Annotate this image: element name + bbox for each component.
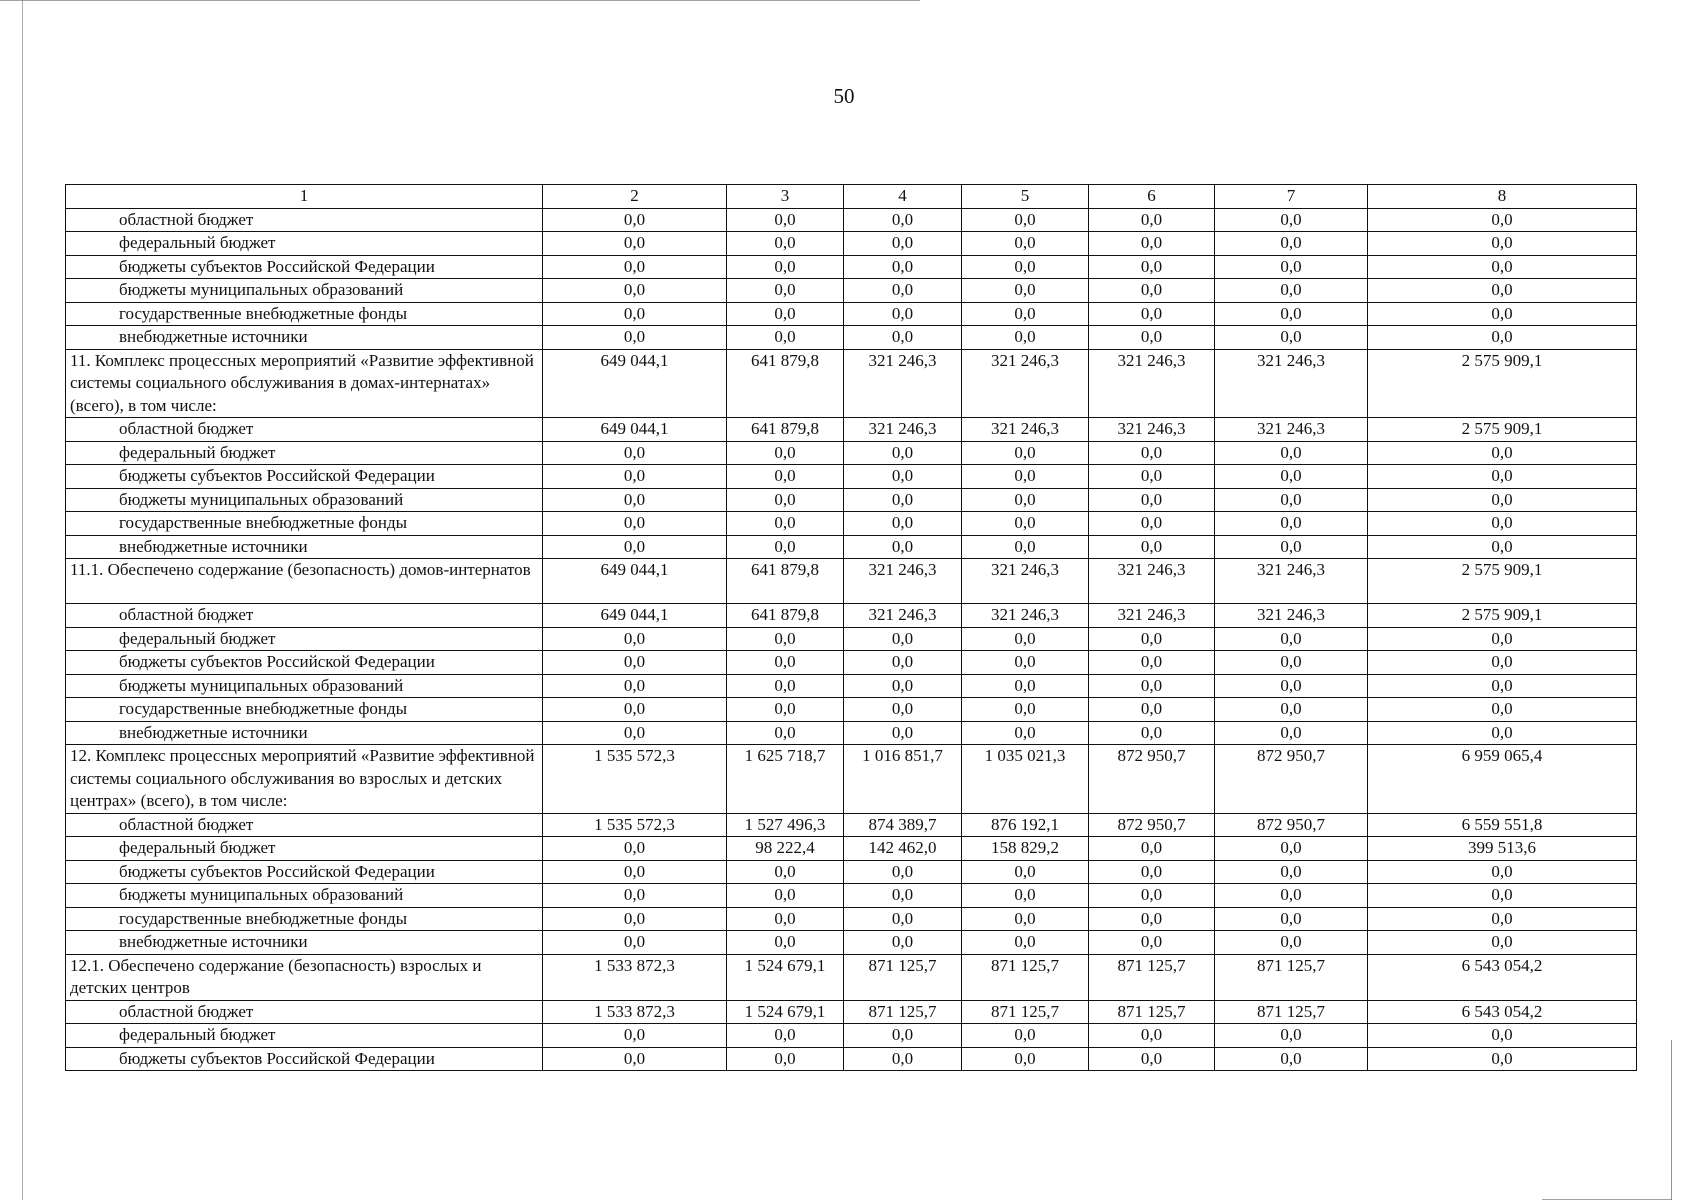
table-row: [66, 907, 1637, 931]
value-cell: 0,0: [962, 441, 1089, 465]
value-cell: 871 125,7: [962, 1000, 1089, 1024]
value-cell: 0,0: [1215, 698, 1368, 722]
value-cell: 0,0: [1368, 302, 1637, 326]
value-cell: 0,0: [543, 674, 727, 698]
row-name-cell: внебюджетные источники: [66, 721, 543, 745]
value-cell: 0,0: [962, 651, 1089, 675]
value-cell: 0,0: [1089, 488, 1215, 512]
table-row: [66, 604, 1637, 628]
value-cell: 0,0: [844, 884, 962, 908]
value-cell: 0,0: [844, 279, 962, 303]
value-cell: 0,0: [1215, 931, 1368, 955]
value-cell: 0,0: [543, 1024, 727, 1048]
value-cell: 871 125,7: [1215, 1000, 1368, 1024]
value-cell: 0,0: [543, 651, 727, 675]
value-cell: 0,0: [844, 232, 962, 256]
value-cell: 871 125,7: [1089, 954, 1215, 1000]
value-cell: 0,0: [1215, 326, 1368, 350]
value-cell: 0,0: [727, 1024, 844, 1048]
value-cell: 321 246,3: [844, 559, 962, 604]
value-cell: 0,0: [1089, 907, 1215, 931]
row-name-cell: государственные внебюджетные фонды: [66, 512, 543, 536]
value-cell: 321 246,3: [962, 559, 1089, 604]
table-row: [66, 627, 1637, 651]
value-cell: 1 016 851,7: [844, 745, 962, 814]
value-cell: 0,0: [1215, 651, 1368, 675]
table-row: [66, 465, 1637, 489]
value-cell: 641 879,8: [727, 559, 844, 604]
value-cell: 321 246,3: [962, 349, 1089, 418]
value-cell: 872 950,7: [1089, 813, 1215, 837]
value-cell: 0,0: [727, 232, 844, 256]
value-cell: 0,0: [543, 931, 727, 955]
value-cell: 871 125,7: [962, 954, 1089, 1000]
value-cell: 1 535 572,3: [543, 813, 727, 837]
value-cell: 871 125,7: [1215, 954, 1368, 1000]
value-cell: 142 462,0: [844, 837, 962, 861]
value-cell: 0,0: [1368, 884, 1637, 908]
value-cell: 321 246,3: [844, 349, 962, 418]
value-cell: 0,0: [844, 208, 962, 232]
value-cell: 0,0: [1089, 535, 1215, 559]
value-cell: 321 246,3: [1215, 604, 1368, 628]
row-name-cell: внебюджетные источники: [66, 326, 543, 350]
value-cell: 0,0: [1368, 465, 1637, 489]
value-cell: 2 575 909,1: [1368, 349, 1637, 418]
value-cell: 0,0: [1089, 627, 1215, 651]
row-name-cell: областной бюджет: [66, 208, 543, 232]
row-name-cell: бюджеты субъектов Российской Федерации: [66, 651, 543, 675]
value-cell: 1 533 872,3: [543, 1000, 727, 1024]
table-row: [66, 884, 1637, 908]
value-cell: 0,0: [962, 721, 1089, 745]
value-cell: 1 527 496,3: [727, 813, 844, 837]
value-cell: 0,0: [1368, 674, 1637, 698]
value-cell: 0,0: [727, 302, 844, 326]
value-cell: 0,0: [1368, 208, 1637, 232]
value-cell: 0,0: [1368, 698, 1637, 722]
value-cell: 321 246,3: [1089, 349, 1215, 418]
value-cell: 0,0: [1089, 302, 1215, 326]
value-cell: 0,0: [727, 907, 844, 931]
table-row-section: [66, 954, 1637, 1000]
value-cell: 2 575 909,1: [1368, 604, 1637, 628]
value-cell: 2 575 909,1: [1368, 559, 1637, 604]
value-cell: 872 950,7: [1089, 745, 1215, 814]
value-cell: 0,0: [1215, 674, 1368, 698]
value-cell: 0,0: [844, 627, 962, 651]
value-cell: 0,0: [1089, 255, 1215, 279]
value-cell: 0,0: [543, 302, 727, 326]
value-cell: 0,0: [543, 208, 727, 232]
value-cell: 871 125,7: [844, 954, 962, 1000]
table-row: [66, 860, 1637, 884]
row-name-cell: внебюджетные источники: [66, 535, 543, 559]
value-cell: 0,0: [1368, 721, 1637, 745]
table-row-section: [66, 349, 1637, 418]
row-name-cell: бюджеты муниципальных образований: [66, 488, 543, 512]
value-cell: 0,0: [1215, 1024, 1368, 1048]
row-name-cell: областной бюджет: [66, 604, 543, 628]
header-cell: 2: [543, 185, 727, 209]
value-cell: 98 222,4: [727, 837, 844, 861]
scan-edge-right: [1671, 1040, 1672, 1200]
value-cell: 871 125,7: [1089, 1000, 1215, 1024]
value-cell: 641 879,8: [727, 418, 844, 442]
scan-edge-left: [22, 0, 23, 1200]
table-row: [66, 488, 1637, 512]
row-name-cell: областной бюджет: [66, 1000, 543, 1024]
value-cell: 321 246,3: [962, 418, 1089, 442]
value-cell: 0,0: [543, 465, 727, 489]
value-cell: 0,0: [1368, 627, 1637, 651]
value-cell: 321 246,3: [1089, 604, 1215, 628]
value-cell: 0,0: [844, 465, 962, 489]
value-cell: 0,0: [543, 535, 727, 559]
value-cell: 0,0: [962, 674, 1089, 698]
value-cell: 0,0: [1089, 208, 1215, 232]
value-cell: 1 625 718,7: [727, 745, 844, 814]
table-row: [66, 208, 1637, 232]
value-cell: 321 246,3: [844, 418, 962, 442]
row-name-cell: 12.1. Обеспечено содержание (безопасность) взрослых и детских центров: [66, 954, 543, 1000]
value-cell: 0,0: [543, 907, 727, 931]
value-cell: 0,0: [1089, 441, 1215, 465]
value-cell: 0,0: [1368, 1047, 1637, 1071]
value-cell: 0,0: [1089, 837, 1215, 861]
value-cell: 876 192,1: [962, 813, 1089, 837]
table-row: [66, 1024, 1637, 1048]
value-cell: 0,0: [844, 860, 962, 884]
value-cell: 0,0: [1368, 931, 1637, 955]
header-cell: 1: [66, 185, 543, 209]
value-cell: 0,0: [1368, 1024, 1637, 1048]
value-cell: 0,0: [727, 627, 844, 651]
value-cell: 0,0: [844, 535, 962, 559]
value-cell: 0,0: [844, 1047, 962, 1071]
value-cell: 641 879,8: [727, 604, 844, 628]
value-cell: 0,0: [543, 860, 727, 884]
value-cell: 6 959 065,4: [1368, 745, 1637, 814]
row-name-cell: бюджеты субъектов Российской Федерации: [66, 255, 543, 279]
value-cell: 0,0: [543, 837, 727, 861]
value-cell: 0,0: [1215, 208, 1368, 232]
value-cell: 0,0: [727, 931, 844, 955]
row-name-cell: бюджеты субъектов Российской Федерации: [66, 1047, 543, 1071]
value-cell: 0,0: [844, 721, 962, 745]
table-row: [66, 674, 1637, 698]
table-row-section: [66, 559, 1637, 604]
value-cell: 872 950,7: [1215, 813, 1368, 837]
value-cell: 1 524 679,1: [727, 1000, 844, 1024]
table-row: [66, 721, 1637, 745]
value-cell: 0,0: [543, 698, 727, 722]
value-cell: 0,0: [1089, 326, 1215, 350]
value-cell: 0,0: [1089, 698, 1215, 722]
value-cell: 0,0: [962, 302, 1089, 326]
table-row: [66, 651, 1637, 675]
value-cell: 0,0: [844, 698, 962, 722]
value-cell: 0,0: [962, 512, 1089, 536]
value-cell: 0,0: [844, 326, 962, 350]
value-cell: 0,0: [543, 884, 727, 908]
value-cell: 0,0: [543, 255, 727, 279]
row-name-cell: федеральный бюджет: [66, 441, 543, 465]
value-cell: 641 879,8: [727, 349, 844, 418]
value-cell: 0,0: [1215, 627, 1368, 651]
value-cell: 2 575 909,1: [1368, 418, 1637, 442]
header-cell: 7: [1215, 185, 1368, 209]
value-cell: 0,0: [844, 441, 962, 465]
value-cell: 0,0: [543, 279, 727, 303]
value-cell: 0,0: [1215, 441, 1368, 465]
value-cell: 6 543 054,2: [1368, 954, 1637, 1000]
value-cell: 0,0: [962, 535, 1089, 559]
table-row: [66, 232, 1637, 256]
scan-edge-top: [0, 0, 920, 4]
value-cell: 0,0: [1089, 884, 1215, 908]
value-cell: 0,0: [1368, 326, 1637, 350]
value-cell: 0,0: [543, 1047, 727, 1071]
value-cell: 0,0: [962, 884, 1089, 908]
value-cell: 321 246,3: [962, 604, 1089, 628]
value-cell: 0,0: [543, 232, 727, 256]
value-cell: 0,0: [1089, 721, 1215, 745]
value-cell: 0,0: [1368, 441, 1637, 465]
value-cell: 0,0: [844, 674, 962, 698]
value-cell: 0,0: [543, 512, 727, 536]
table-row: [66, 326, 1637, 350]
value-cell: 0,0: [1089, 1047, 1215, 1071]
row-name-cell: государственные внебюджетные фонды: [66, 302, 543, 326]
value-cell: 0,0: [1215, 232, 1368, 256]
value-cell: 321 246,3: [1215, 559, 1368, 604]
value-cell: 0,0: [962, 1024, 1089, 1048]
value-cell: 0,0: [962, 698, 1089, 722]
row-name-cell: бюджеты муниципальных образований: [66, 279, 543, 303]
value-cell: 0,0: [1368, 279, 1637, 303]
value-cell: 0,0: [1215, 255, 1368, 279]
table-row: [66, 255, 1637, 279]
value-cell: 0,0: [727, 674, 844, 698]
value-cell: 0,0: [727, 465, 844, 489]
header-cell: 5: [962, 185, 1089, 209]
table-row: [66, 1047, 1637, 1071]
budget-table: [65, 184, 1637, 1071]
value-cell: 6 543 054,2: [1368, 1000, 1637, 1024]
value-cell: 871 125,7: [844, 1000, 962, 1024]
table-row: [66, 931, 1637, 955]
value-cell: 0,0: [962, 255, 1089, 279]
value-cell: 0,0: [727, 512, 844, 536]
value-cell: 0,0: [1215, 512, 1368, 536]
value-cell: 0,0: [1215, 535, 1368, 559]
row-name-cell: государственные внебюджетные фонды: [66, 907, 543, 931]
row-name-cell: областной бюджет: [66, 813, 543, 837]
row-name-cell: 11. Комплекс процессных мероприятий «Развитие эффективной системы социального обслуживания в домах-интернатах» (всего), в том числе:: [66, 349, 543, 418]
value-cell: 0,0: [962, 465, 1089, 489]
value-cell: 0,0: [543, 721, 727, 745]
value-cell: 649 044,1: [543, 418, 727, 442]
value-cell: 0,0: [727, 255, 844, 279]
value-cell: 0,0: [1368, 255, 1637, 279]
value-cell: 0,0: [1368, 232, 1637, 256]
header-row: [66, 185, 1637, 209]
value-cell: 0,0: [1215, 837, 1368, 861]
value-cell: 0,0: [1368, 512, 1637, 536]
value-cell: 6 559 551,8: [1368, 813, 1637, 837]
value-cell: 0,0: [1215, 907, 1368, 931]
value-cell: 0,0: [844, 512, 962, 536]
row-name-cell: 11.1. Обеспечено содержание (безопасность) домов-интернатов: [66, 559, 543, 604]
header-cell: 6: [1089, 185, 1215, 209]
value-cell: 0,0: [1215, 721, 1368, 745]
value-cell: 0,0: [1215, 465, 1368, 489]
value-cell: 321 246,3: [1215, 349, 1368, 418]
row-name-cell: федеральный бюджет: [66, 1024, 543, 1048]
value-cell: 0,0: [962, 1047, 1089, 1071]
page-number: 50: [833, 84, 855, 108]
value-cell: 0,0: [844, 931, 962, 955]
value-cell: 0,0: [727, 441, 844, 465]
value-cell: 0,0: [727, 884, 844, 908]
value-cell: 0,0: [844, 651, 962, 675]
value-cell: 321 246,3: [1089, 418, 1215, 442]
value-cell: 321 246,3: [844, 604, 962, 628]
table-row: [66, 279, 1637, 303]
value-cell: 0,0: [1089, 279, 1215, 303]
row-name-cell: государственные внебюджетные фонды: [66, 698, 543, 722]
value-cell: 1 535 572,3: [543, 745, 727, 814]
value-cell: 0,0: [1215, 884, 1368, 908]
value-cell: 0,0: [543, 326, 727, 350]
value-cell: 1 035 021,3: [962, 745, 1089, 814]
value-cell: 0,0: [962, 232, 1089, 256]
value-cell: 0,0: [543, 488, 727, 512]
row-name-cell: 12. Комплекс процессных мероприятий «Развитие эффективной системы социального обслуживания во взрослых и детских центрах» (всего), в том числе:: [66, 745, 543, 814]
value-cell: 0,0: [962, 860, 1089, 884]
value-cell: 0,0: [1089, 232, 1215, 256]
value-cell: 0,0: [1368, 488, 1637, 512]
value-cell: 0,0: [962, 907, 1089, 931]
value-cell: 399 513,6: [1368, 837, 1637, 861]
value-cell: 0,0: [1368, 907, 1637, 931]
value-cell: 0,0: [844, 907, 962, 931]
table-row: [66, 698, 1637, 722]
value-cell: 0,0: [1215, 860, 1368, 884]
value-cell: 0,0: [962, 931, 1089, 955]
value-cell: 649 044,1: [543, 349, 727, 418]
table-row: [66, 302, 1637, 326]
value-cell: 0,0: [543, 441, 727, 465]
value-cell: 0,0: [727, 860, 844, 884]
value-cell: 0,0: [1215, 302, 1368, 326]
row-name-cell: бюджеты субъектов Российской Федерации: [66, 860, 543, 884]
value-cell: 0,0: [1089, 1024, 1215, 1048]
row-name-cell: бюджеты субъектов Российской Федерации: [66, 465, 543, 489]
value-cell: 0,0: [962, 326, 1089, 350]
value-cell: 649 044,1: [543, 604, 727, 628]
value-cell: 0,0: [1089, 651, 1215, 675]
row-name-cell: федеральный бюджет: [66, 232, 543, 256]
value-cell: 0,0: [1089, 512, 1215, 536]
table-row: [66, 535, 1637, 559]
table-row: [66, 1000, 1637, 1024]
value-cell: 0,0: [1368, 535, 1637, 559]
value-cell: 321 246,3: [1215, 418, 1368, 442]
value-cell: 0,0: [1215, 488, 1368, 512]
header-cell: 3: [727, 185, 844, 209]
value-cell: 874 389,7: [844, 813, 962, 837]
value-cell: 0,0: [1089, 674, 1215, 698]
value-cell: 0,0: [727, 535, 844, 559]
row-name-cell: областной бюджет: [66, 418, 543, 442]
value-cell: 872 950,7: [1215, 745, 1368, 814]
value-cell: 0,0: [844, 1024, 962, 1048]
value-cell: 649 044,1: [543, 559, 727, 604]
value-cell: 0,0: [727, 698, 844, 722]
table-row: [66, 813, 1637, 837]
value-cell: 0,0: [1368, 651, 1637, 675]
value-cell: 0,0: [962, 208, 1089, 232]
value-cell: 0,0: [727, 326, 844, 350]
value-cell: 1 533 872,3: [543, 954, 727, 1000]
table-row: [66, 512, 1637, 536]
value-cell: 0,0: [727, 651, 844, 675]
value-cell: 0,0: [727, 1047, 844, 1071]
value-cell: 158 829,2: [962, 837, 1089, 861]
value-cell: 0,0: [1089, 931, 1215, 955]
row-name-cell: бюджеты муниципальных образований: [66, 674, 543, 698]
value-cell: 1 524 679,1: [727, 954, 844, 1000]
table-row: [66, 837, 1637, 861]
table-body: [66, 185, 1637, 1071]
table-row: [66, 418, 1637, 442]
value-cell: 321 246,3: [1089, 559, 1215, 604]
value-cell: 0,0: [962, 279, 1089, 303]
header-cell: 8: [1368, 185, 1637, 209]
value-cell: 0,0: [727, 721, 844, 745]
value-cell: 0,0: [1089, 465, 1215, 489]
table-row-section: [66, 745, 1637, 814]
value-cell: 0,0: [1368, 860, 1637, 884]
header-cell: 4: [844, 185, 962, 209]
value-cell: 0,0: [543, 627, 727, 651]
row-name-cell: внебюджетные источники: [66, 931, 543, 955]
value-cell: 0,0: [727, 488, 844, 512]
row-name-cell: федеральный бюджет: [66, 837, 543, 861]
value-cell: 0,0: [1089, 860, 1215, 884]
value-cell: 0,0: [962, 488, 1089, 512]
row-name-cell: бюджеты муниципальных образований: [66, 884, 543, 908]
value-cell: 0,0: [727, 279, 844, 303]
value-cell: 0,0: [844, 302, 962, 326]
value-cell: 0,0: [844, 488, 962, 512]
table-row: [66, 441, 1637, 465]
value-cell: 0,0: [1215, 279, 1368, 303]
value-cell: 0,0: [962, 627, 1089, 651]
value-cell: 0,0: [844, 255, 962, 279]
value-cell: 0,0: [1215, 1047, 1368, 1071]
value-cell: 0,0: [727, 208, 844, 232]
row-name-cell: федеральный бюджет: [66, 627, 543, 651]
